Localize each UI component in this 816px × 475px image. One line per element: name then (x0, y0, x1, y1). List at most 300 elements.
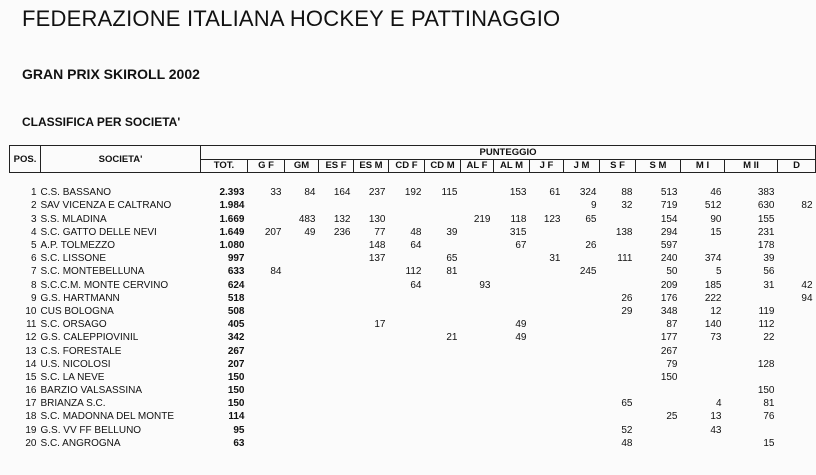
row-score-cell (354, 410, 389, 423)
row-club-name: G.S. VV FF BELLUNO (40, 424, 142, 436)
table-body (10, 173, 816, 450)
row-score-cell (600, 331, 636, 344)
row-total: 267 (227, 345, 245, 357)
row-score-cell (389, 318, 425, 331)
row-score-cell (600, 358, 636, 371)
row-score-cell: 26 (621, 292, 633, 304)
row-score-cell: 294 (660, 226, 678, 238)
row-club-name: BARZIO VALSASSINA (40, 385, 143, 397)
row-score-cell (600, 371, 636, 384)
row-score-cell: 31 (549, 253, 561, 265)
row-score-cell: 483 (298, 213, 316, 225)
row-score-cell (600, 213, 636, 226)
column-header: AL M (494, 159, 530, 173)
row-score-cell: 192 (404, 187, 422, 199)
row-score-cell: 90 (710, 213, 722, 225)
row-club-name: G.S. HARTMANN (40, 292, 120, 304)
row-position: 16 (25, 385, 37, 397)
column-header: ES M (354, 159, 389, 173)
row-total: 1.669 (219, 213, 245, 225)
row-score-cell (461, 410, 494, 423)
row-score-cell: 26 (585, 240, 597, 252)
row-club-name: SAV VICENZA E CALTRANO (40, 200, 172, 212)
row-score-cell: 132 (333, 213, 351, 225)
row-club-name: S.C. MADONNA DEL MONTE (40, 411, 175, 423)
row-score-cell (389, 199, 425, 212)
table-row (10, 252, 816, 265)
row-score-cell (425, 292, 461, 305)
row-score-cell (285, 318, 319, 331)
row-score-cell (461, 199, 494, 212)
column-header: J F (530, 159, 564, 173)
row-club-name: C.S. BASSANO (40, 187, 112, 199)
table-row (10, 226, 816, 239)
row-total: 342 (227, 332, 245, 344)
row-score-cell (564, 358, 600, 371)
row-score-cell (354, 331, 389, 344)
row-score-cell (319, 252, 354, 265)
row-score-cell (354, 424, 389, 437)
row-score-cell (600, 410, 636, 423)
row-score-cell (461, 344, 494, 357)
row-score-cell (494, 358, 530, 371)
row-score-cell (425, 344, 461, 357)
row-score-cell (600, 279, 636, 292)
row-score-cell (530, 199, 564, 212)
row-total: 2.393 (219, 187, 245, 199)
event-title: GRAN PRIX SKIROLL 2002 (22, 66, 200, 82)
row-score-cell: 374 (704, 253, 722, 265)
row-score-cell: 15 (710, 226, 722, 238)
row-score-cell (530, 318, 564, 331)
row-score-cell (285, 384, 319, 397)
row-score-cell (425, 213, 461, 226)
row-club-name: S.C.C.M. MONTE CERVINO (40, 279, 169, 291)
row-score-cell (319, 371, 354, 384)
row-score-cell (600, 318, 636, 331)
row-score-cell: 50 (666, 266, 678, 278)
row-score-cell (530, 226, 564, 239)
row-score-cell (600, 384, 636, 397)
row-position: 3 (30, 213, 37, 225)
row-position: 18 (25, 411, 37, 423)
row-score-cell (248, 305, 285, 318)
row-score-cell: 17 (374, 319, 386, 331)
row-score-cell (778, 424, 816, 437)
column-header: J M (564, 159, 600, 173)
row-score-cell: 46 (710, 187, 722, 199)
row-position: 12 (25, 332, 37, 344)
row-score-cell (530, 344, 564, 357)
pos-header: POS. (10, 146, 41, 173)
row-score-cell (425, 305, 461, 318)
row-score-cell: 43 (710, 424, 722, 436)
row-score-cell (636, 397, 681, 410)
row-total: 63 (233, 437, 245, 449)
row-position: 2 (30, 200, 37, 212)
row-score-cell: 79 (666, 358, 678, 370)
table-row (10, 344, 816, 357)
table-row (10, 318, 816, 331)
row-score-cell (461, 226, 494, 239)
societa-header: SOCIETA' (41, 146, 201, 173)
row-score-cell (778, 252, 816, 265)
row-score-cell: 128 (757, 358, 775, 370)
row-score-cell (285, 410, 319, 423)
row-total: 633 (227, 266, 245, 278)
row-total: 1.080 (219, 240, 245, 252)
row-score-cell (461, 331, 494, 344)
row-score-cell (600, 344, 636, 357)
row-score-cell (778, 384, 816, 397)
row-total: 518 (227, 292, 245, 304)
row-score-cell (778, 344, 816, 357)
column-header: S F (600, 159, 636, 173)
column-header: CD M (425, 159, 461, 173)
row-total: 150 (227, 398, 245, 410)
row-score-cell: 267 (660, 345, 678, 357)
row-score-cell (319, 437, 354, 450)
row-score-cell (248, 397, 285, 410)
row-score-cell (778, 358, 816, 371)
row-score-cell (461, 186, 494, 199)
row-score-cell (285, 265, 319, 278)
row-score-cell: 137 (368, 253, 386, 265)
row-score-cell: 48 (410, 226, 422, 238)
row-score-cell (530, 331, 564, 344)
row-score-cell: 324 (579, 187, 597, 199)
row-score-cell (389, 358, 425, 371)
row-position: 8 (30, 279, 37, 291)
row-score-cell (681, 358, 725, 371)
row-score-cell: 237 (368, 187, 386, 199)
row-score-cell (600, 265, 636, 278)
column-header: G F (248, 159, 285, 173)
row-score-cell: 111 (617, 253, 633, 265)
row-score-cell: 84 (270, 266, 282, 278)
row-score-cell: 123 (543, 213, 561, 225)
row-score-cell (425, 437, 461, 450)
row-score-cell (319, 424, 354, 437)
row-total: 997 (227, 253, 245, 265)
table-row (10, 186, 816, 199)
row-score-cell: 207 (264, 226, 282, 238)
row-score-cell (530, 239, 564, 252)
row-score-cell (461, 239, 494, 252)
row-score-cell (248, 292, 285, 305)
row-position: 5 (30, 240, 37, 252)
row-score-cell (319, 397, 354, 410)
row-club-name: S.C. LA NEVE (40, 371, 105, 383)
row-score-cell (681, 371, 725, 384)
row-score-cell (778, 305, 816, 318)
row-score-cell (285, 344, 319, 357)
row-score-cell (285, 292, 319, 305)
row-score-cell (425, 279, 461, 292)
row-position: 11 (26, 319, 37, 331)
row-score-cell (778, 239, 816, 252)
ranking-table (9, 145, 816, 450)
row-score-cell: 94 (801, 292, 813, 304)
row-score-cell (778, 437, 816, 450)
row-score-cell: 65 (585, 213, 597, 225)
row-score-cell (389, 424, 425, 437)
row-score-cell (285, 305, 319, 318)
row-score-cell: 87 (666, 319, 678, 331)
row-score-cell (425, 239, 461, 252)
row-score-cell (494, 397, 530, 410)
row-position: 4 (30, 226, 37, 238)
row-score-cell: 153 (509, 187, 527, 199)
table-row (10, 358, 816, 371)
row-score-cell (285, 358, 319, 371)
row-score-cell (319, 410, 354, 423)
row-score-cell: 150 (757, 385, 775, 397)
row-score-cell: 12 (710, 305, 722, 317)
row-score-cell: 84 (304, 187, 316, 199)
row-score-cell: 348 (660, 305, 678, 317)
row-score-cell (285, 331, 319, 344)
row-score-cell (248, 437, 285, 450)
row-total: 150 (227, 371, 245, 383)
row-score-cell: 61 (549, 187, 561, 199)
table-row (10, 384, 816, 397)
row-score-cell: 5 (715, 266, 722, 278)
row-score-cell (425, 397, 461, 410)
row-score-cell (248, 213, 285, 226)
row-score-cell (285, 397, 319, 410)
row-score-cell (564, 344, 600, 357)
row-score-cell (681, 239, 725, 252)
row-score-cell: 65 (621, 398, 633, 410)
row-total: 508 (227, 305, 245, 317)
row-score-cell (564, 305, 600, 318)
row-score-cell: 21 (446, 332, 458, 344)
row-score-cell: 52 (621, 424, 633, 436)
row-score-cell (564, 318, 600, 331)
row-score-cell (425, 424, 461, 437)
row-score-cell (461, 265, 494, 278)
row-score-cell: 118 (510, 213, 527, 225)
row-score-cell (389, 292, 425, 305)
row-score-cell (319, 358, 354, 371)
row-score-cell (248, 279, 285, 292)
row-score-cell (285, 252, 319, 265)
row-score-cell (461, 397, 494, 410)
row-score-cell (248, 239, 285, 252)
row-score-cell (681, 437, 725, 450)
row-score-cell: 150 (660, 371, 678, 383)
row-total: 95 (233, 424, 245, 436)
row-score-cell: 315 (509, 226, 527, 238)
row-score-cell (636, 424, 681, 437)
row-score-cell (725, 371, 778, 384)
row-score-cell (354, 199, 389, 212)
row-score-cell (494, 437, 530, 450)
row-score-cell (564, 424, 600, 437)
table-row (10, 410, 816, 423)
row-score-cell: 42 (801, 279, 813, 291)
row-score-cell (461, 437, 494, 450)
row-score-cell: 4 (715, 398, 722, 410)
row-position: 17 (25, 398, 37, 410)
row-score-cell: 64 (410, 279, 422, 291)
section-title: CLASSIFICA PER SOCIETA' (22, 115, 181, 129)
table-row (10, 305, 816, 318)
row-score-cell (564, 331, 600, 344)
row-score-cell (564, 437, 600, 450)
row-score-cell: 81 (763, 398, 775, 410)
row-score-cell (600, 239, 636, 252)
row-score-cell: 65 (446, 253, 458, 265)
row-score-cell: 177 (660, 332, 678, 344)
row-score-cell (494, 292, 530, 305)
row-score-cell (461, 252, 494, 265)
row-club-name: S.C. ANGROGNA (40, 437, 121, 449)
row-score-cell (530, 371, 564, 384)
column-header: D (778, 159, 816, 173)
row-total: 1.649 (219, 226, 245, 238)
row-score-cell (354, 437, 389, 450)
row-club-name: A.P. TOLMEZZO (40, 240, 115, 252)
row-score-cell: 32 (621, 200, 633, 212)
row-score-cell: 138 (615, 226, 633, 238)
row-score-cell (461, 292, 494, 305)
row-score-cell: 130 (368, 213, 386, 225)
row-score-cell (725, 424, 778, 437)
row-score-cell (389, 344, 425, 357)
row-score-cell (461, 371, 494, 384)
column-header: AL F (461, 159, 494, 173)
table-row (10, 292, 816, 305)
row-position: 19 (25, 424, 37, 436)
row-score-cell: 231 (757, 226, 775, 238)
row-score-cell (494, 344, 530, 357)
row-club-name: G.S. CALEPPIOVINIL (40, 332, 139, 344)
row-score-cell (319, 318, 354, 331)
row-score-cell (530, 279, 564, 292)
row-score-cell (354, 305, 389, 318)
row-score-cell (778, 371, 816, 384)
column-header: CD F (389, 159, 425, 173)
row-score-cell (564, 252, 600, 265)
row-score-cell: 25 (666, 411, 678, 423)
row-score-cell (564, 410, 600, 423)
row-score-cell: 29 (621, 305, 633, 317)
row-score-cell (530, 305, 564, 318)
row-score-cell (725, 292, 778, 305)
row-score-cell: 148 (368, 240, 386, 252)
row-score-cell (530, 384, 564, 397)
table-row (10, 331, 816, 344)
row-score-cell (778, 186, 816, 199)
row-score-cell (354, 344, 389, 357)
row-score-cell (354, 371, 389, 384)
row-score-cell: 64 (410, 240, 422, 252)
row-score-cell (564, 384, 600, 397)
row-score-cell (494, 265, 530, 278)
row-score-cell: 383 (757, 187, 775, 199)
row-score-cell (285, 437, 319, 450)
row-score-cell: 67 (515, 240, 527, 252)
row-score-cell (530, 292, 564, 305)
row-score-cell (425, 384, 461, 397)
row-score-cell (319, 279, 354, 292)
row-score-cell (389, 397, 425, 410)
row-score-cell: 176 (660, 292, 678, 304)
row-score-cell (389, 437, 425, 450)
row-score-cell (778, 410, 816, 423)
row-score-cell (319, 239, 354, 252)
row-score-cell (725, 344, 778, 357)
row-score-cell: 93 (479, 279, 491, 291)
row-position: 14 (25, 358, 37, 370)
row-score-cell (461, 305, 494, 318)
row-score-cell (461, 318, 494, 331)
row-score-cell: 236 (333, 226, 351, 238)
row-score-cell (425, 410, 461, 423)
row-score-cell: 82 (801, 200, 813, 212)
row-club-name: S.S. MLADINA (40, 213, 107, 225)
row-score-cell: 88 (621, 187, 633, 199)
row-total: 114 (228, 411, 245, 423)
row-score-cell (461, 384, 494, 397)
row-club-name: S.C. GATTO DELLE NEVI (40, 226, 157, 238)
row-score-cell: 512 (704, 200, 722, 212)
row-position: 13 (25, 345, 37, 357)
row-total: 405 (227, 319, 245, 331)
row-score-cell: 240 (660, 253, 678, 265)
row-score-cell (354, 397, 389, 410)
row-score-cell: 22 (763, 332, 775, 344)
column-header: ES F (319, 159, 354, 173)
row-score-cell (354, 292, 389, 305)
row-score-cell (494, 384, 530, 397)
row-score-cell (389, 331, 425, 344)
row-score-cell: 39 (763, 253, 775, 265)
row-score-cell: 56 (763, 266, 775, 278)
row-club-name: S.C. ORSAGO (40, 319, 107, 331)
row-score-cell (564, 279, 600, 292)
row-score-cell: 222 (704, 292, 722, 304)
row-score-cell (389, 384, 425, 397)
row-total: 207 (227, 358, 245, 370)
table-row (10, 371, 816, 384)
row-score-cell (778, 226, 816, 239)
row-score-cell (248, 371, 285, 384)
row-club-name: U.S. NICOLOSI (40, 358, 111, 370)
row-total: 150 (227, 385, 245, 397)
federation-title: FEDERAZIONE ITALIANA HOCKEY E PATTINAGGIO (22, 6, 561, 31)
row-score-cell (530, 437, 564, 450)
row-score-cell (494, 371, 530, 384)
row-score-cell: 33 (270, 187, 282, 199)
row-score-cell: 76 (763, 411, 775, 423)
row-score-cell (285, 239, 319, 252)
row-score-cell (354, 358, 389, 371)
row-score-cell (248, 410, 285, 423)
table-row (10, 239, 816, 252)
row-score-cell: 81 (446, 266, 458, 278)
row-score-cell (319, 344, 354, 357)
row-score-cell (354, 279, 389, 292)
column-header: GM (285, 159, 319, 173)
row-score-cell: 597 (660, 240, 678, 252)
row-score-cell: 513 (660, 187, 678, 199)
punteggio-header: PUNTEGGIO (201, 146, 816, 160)
row-score-cell: 49 (515, 332, 527, 344)
row-score-cell (248, 424, 285, 437)
